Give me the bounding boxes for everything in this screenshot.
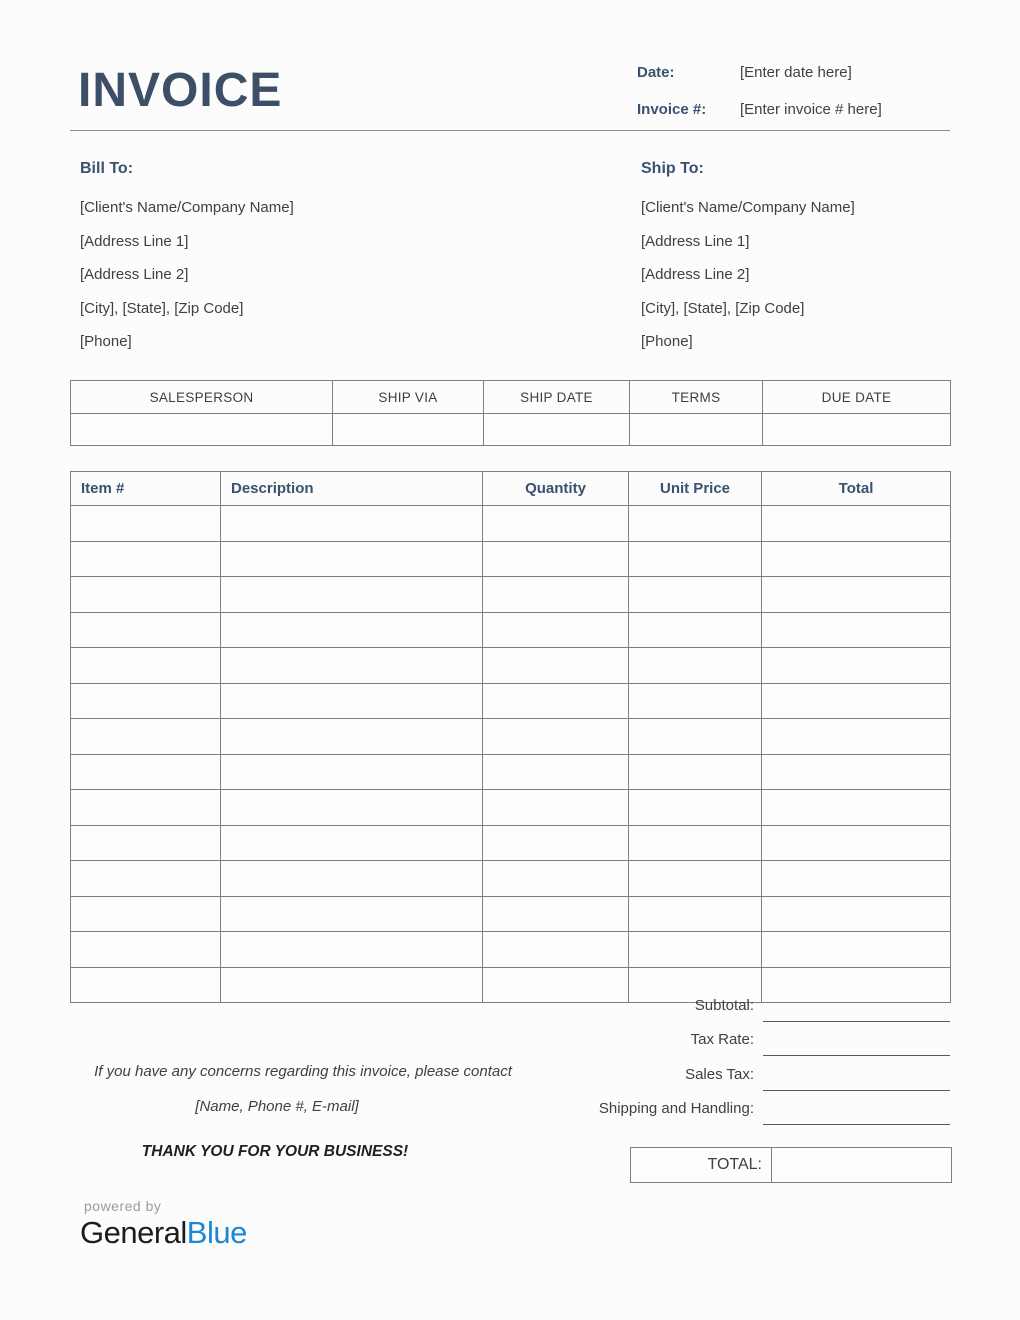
ship-to-line[interactable]: [Address Line 1]: [641, 232, 750, 250]
item-cell[interactable]: [762, 648, 951, 684]
line-items-table: [70, 471, 951, 1003]
item-cell[interactable]: [483, 719, 629, 755]
ship-to-heading: Ship To:: [641, 160, 704, 177]
summary-label: Tax Rate:: [690, 1031, 754, 1049]
invoice-number-row: [637, 101, 957, 138]
ship-to-line[interactable]: [City], [State], [Zip Code]: [641, 299, 805, 317]
table-row: [71, 506, 951, 542]
item-cell[interactable]: [762, 861, 951, 897]
item-cell[interactable]: [71, 612, 221, 648]
item-cell[interactable]: [71, 648, 221, 684]
item-cell[interactable]: [629, 719, 762, 755]
table-row: [71, 896, 951, 932]
info-header-due-date: DUE DATE: [763, 381, 951, 414]
info-cell[interactable]: [630, 414, 763, 446]
shipping-info-table: [70, 380, 951, 446]
item-cell[interactable]: [71, 861, 221, 897]
item-cell[interactable]: [71, 683, 221, 719]
brand-blue: Blue: [186, 1215, 247, 1250]
summary-row: [70, 1029, 950, 1063]
header-divider: [70, 130, 950, 131]
summary-value-field[interactable]: [763, 1064, 950, 1091]
grand-total-field[interactable]: [772, 1148, 951, 1182]
brand-wordmark: [80, 1215, 247, 1251]
items-header-item-number: Item #: [71, 472, 221, 506]
item-cell[interactable]: [221, 541, 483, 577]
page-title: INVOICE: [78, 64, 283, 117]
table-row: [71, 612, 951, 648]
item-cell[interactable]: [483, 683, 629, 719]
summary-value-field[interactable]: [763, 995, 950, 1022]
item-cell[interactable]: [71, 825, 221, 861]
item-cell[interactable]: [762, 825, 951, 861]
item-cell[interactable]: [71, 754, 221, 790]
item-cell[interactable]: [629, 932, 762, 968]
item-cell[interactable]: [221, 506, 483, 542]
item-cell[interactable]: [221, 790, 483, 826]
table-row: [71, 541, 951, 577]
item-cell[interactable]: [629, 683, 762, 719]
bill-to-line[interactable]: [Client's Name/Company Name]: [80, 199, 294, 216]
contact-details-placeholder[interactable]: [Name, Phone #, E-mail]: [195, 1098, 359, 1115]
table-row: [71, 861, 951, 897]
ship-to-line[interactable]: [Phone]: [641, 333, 693, 351]
item-cell[interactable]: [629, 790, 762, 826]
item-cell[interactable]: [221, 825, 483, 861]
summary-label: Subtotal:: [694, 997, 754, 1014]
item-cell[interactable]: [483, 790, 629, 826]
item-cell[interactable]: [483, 932, 629, 968]
table-row: [71, 577, 951, 613]
ship-to-section: [641, 160, 1020, 359]
item-cell[interactable]: [762, 683, 951, 719]
item-cell[interactable]: [221, 896, 483, 932]
invoice-meta: [637, 64, 957, 138]
items-header-total: Total: [762, 472, 951, 506]
summary-value-field[interactable]: [763, 1029, 950, 1056]
item-cell[interactable]: [483, 506, 629, 542]
item-cell[interactable]: [629, 861, 762, 897]
table-row: [71, 825, 951, 861]
info-cell[interactable]: [484, 414, 630, 446]
date-row: [637, 64, 957, 101]
table-row: [71, 414, 951, 446]
item-cell[interactable]: [762, 506, 951, 542]
summary-value-field[interactable]: [763, 1098, 950, 1125]
item-cell[interactable]: [221, 754, 483, 790]
thank-you-note: THANK YOU FOR YOUR BUSINESS!: [141, 1143, 409, 1160]
items-header-unit-price: Unit Price: [629, 472, 762, 506]
item-cell[interactable]: [221, 577, 483, 613]
summary-label: Sales Tax:: [685, 1065, 754, 1083]
table-row: [71, 683, 951, 719]
info-cell[interactable]: [71, 414, 333, 446]
items-header-description: Description: [221, 472, 483, 506]
invoice-number-field[interactable]: [Enter invoice # here]: [740, 101, 882, 118]
items-header-quantity: Quantity: [483, 472, 629, 506]
summary-row: [70, 995, 950, 1029]
bill-to-heading: Bill To:: [80, 160, 134, 177]
item-cell[interactable]: [629, 577, 762, 613]
item-cell[interactable]: [221, 861, 483, 897]
item-cell[interactable]: [629, 754, 762, 790]
ship-to-lines: [641, 191, 1020, 359]
item-cell[interactable]: [629, 506, 762, 542]
item-cell[interactable]: [71, 719, 221, 755]
bill-to-lines: [80, 191, 460, 359]
bill-to-line[interactable]: [Address Line 2]: [80, 266, 189, 284]
item-cell[interactable]: [483, 648, 629, 684]
item-cell[interactable]: [221, 932, 483, 968]
info-header-salesperson: SALESPERSON: [71, 381, 333, 414]
item-cell[interactable]: [71, 506, 221, 542]
item-cell[interactable]: [483, 861, 629, 897]
grand-total-label: TOTAL:: [631, 1148, 772, 1182]
item-cell[interactable]: [483, 577, 629, 613]
item-cell[interactable]: [629, 612, 762, 648]
info-cell[interactable]: [333, 414, 484, 446]
date-value-field[interactable]: [Enter date here]: [740, 64, 852, 81]
bill-to-line[interactable]: [Phone]: [80, 333, 132, 351]
info-header-ship-via: SHIP VIA: [333, 381, 484, 414]
item-cell[interactable]: [762, 790, 951, 826]
item-cell[interactable]: [483, 541, 629, 577]
item-cell[interactable]: [483, 825, 629, 861]
invoice-number-label: Invoice #:: [637, 101, 707, 118]
item-cell[interactable]: [71, 932, 221, 968]
item-cell[interactable]: [71, 790, 221, 826]
table-row: [71, 754, 951, 790]
info-header-ship-date: SHIP DATE: [484, 381, 630, 414]
table-row: [71, 932, 951, 968]
item-cell[interactable]: [221, 648, 483, 684]
item-cell[interactable]: [221, 719, 483, 755]
ship-to-line[interactable]: [Client's Name/Company Name]: [641, 199, 855, 216]
info-cell[interactable]: [763, 414, 951, 446]
table-row: [71, 790, 951, 826]
item-cell[interactable]: [483, 754, 629, 790]
item-cell[interactable]: [629, 541, 762, 577]
item-cell[interactable]: [629, 648, 762, 684]
powered-by-text: powered by: [84, 1198, 162, 1214]
item-cell[interactable]: [762, 754, 951, 790]
date-label: Date:: [637, 64, 675, 81]
info-header-terms: TERMS: [630, 381, 763, 414]
info-header-row: [71, 381, 951, 414]
item-cell[interactable]: [762, 932, 951, 968]
info-table-body: [71, 414, 951, 446]
general-blue-logo: [80, 1198, 247, 1251]
table-row: [71, 719, 951, 755]
item-cell[interactable]: [762, 577, 951, 613]
items-header-row: [71, 472, 951, 506]
item-cell[interactable]: [71, 577, 221, 613]
item-cell[interactable]: [762, 719, 951, 755]
item-cell[interactable]: [762, 896, 951, 932]
grand-total-box: [630, 1147, 952, 1183]
ship-to-line[interactable]: [Address Line 2]: [641, 266, 750, 284]
items-table-body: [71, 506, 951, 1003]
item-cell[interactable]: [483, 896, 629, 932]
summary-label: Shipping and Handling:: [598, 1100, 754, 1118]
item-cell[interactable]: [762, 612, 951, 648]
item-cell[interactable]: [221, 683, 483, 719]
bill-to-line[interactable]: [Address Line 1]: [80, 232, 189, 250]
bill-to-section: [80, 160, 460, 359]
item-cell[interactable]: [483, 612, 629, 648]
item-cell[interactable]: [762, 541, 951, 577]
item-cell[interactable]: [71, 896, 221, 932]
brand-general: General: [80, 1215, 187, 1250]
contact-note-line: If you have any concerns regarding this invoice, please contact: [94, 1063, 512, 1080]
item-cell[interactable]: [71, 541, 221, 577]
item-cell[interactable]: [629, 825, 762, 861]
item-cell[interactable]: [629, 896, 762, 932]
bill-to-line[interactable]: [City], [State], [Zip Code]: [80, 299, 244, 317]
item-cell[interactable]: [221, 612, 483, 648]
table-row: [71, 648, 951, 684]
